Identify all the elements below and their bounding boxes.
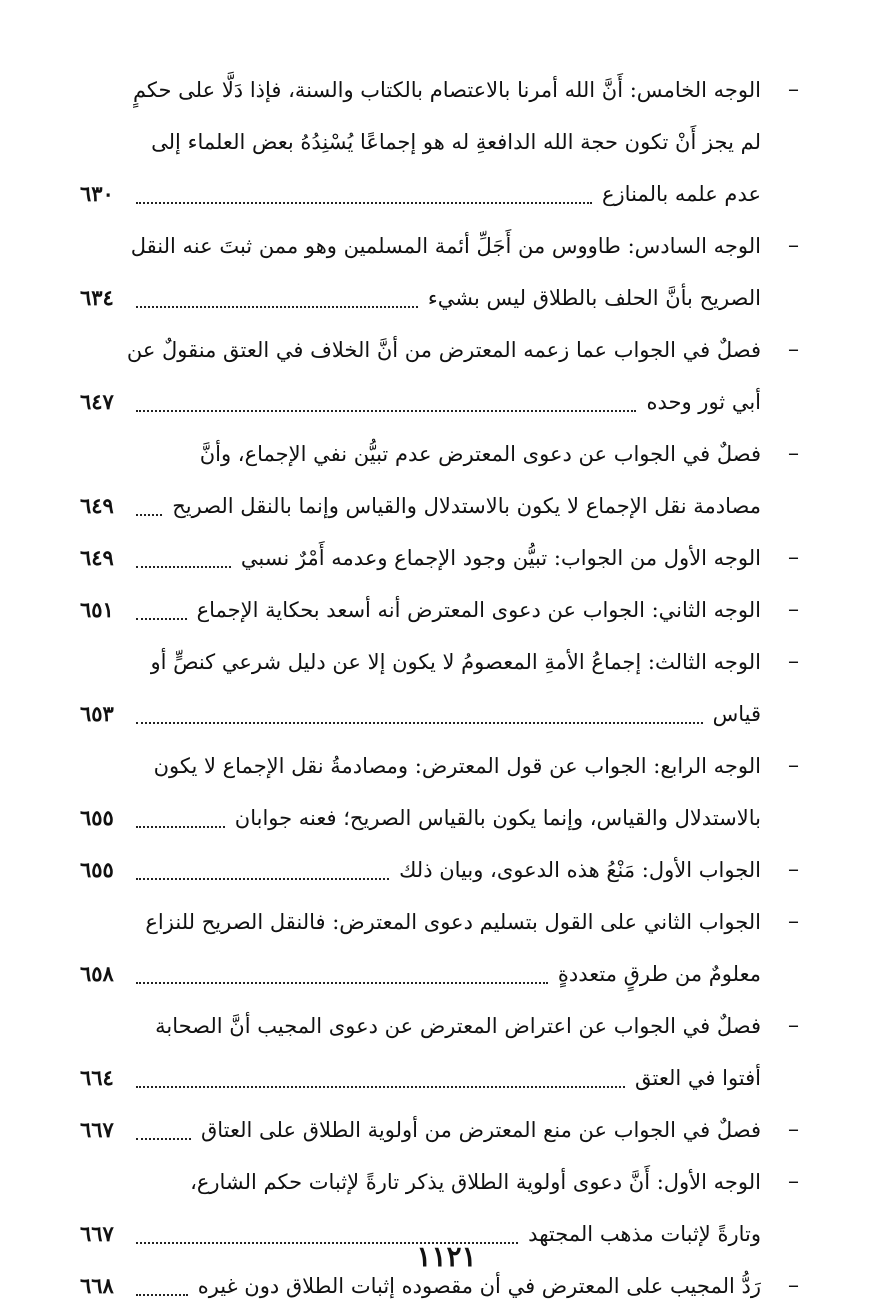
entry-line: [80, 376, 761, 428]
toc-entry: [80, 64, 813, 220]
entry-line: [80, 584, 761, 636]
entry-line: [80, 792, 761, 844]
entry-line: [80, 220, 761, 272]
entry-title-line: الوجه الأول: أَنَّ دعوى أولوية الطلاق يذكر تارةً لإثبات حكم الشارع،: [190, 1170, 761, 1194]
entry-dash: –: [788, 857, 799, 882]
entry-line: [80, 844, 761, 896]
entry-line: [80, 636, 761, 688]
entry-dash: –: [788, 1117, 799, 1142]
leader-dots: [136, 982, 548, 984]
entry-title-line: فصلٌ في الجواب عن منع المعترض من أولوية الطلاق على العتاق: [200, 1118, 761, 1142]
page-number: ١١٢١: [416, 1240, 477, 1273]
toc-page: [80, 64, 813, 1298]
entry-page-number: ٦٥٨: [80, 961, 114, 986]
entry-page-number: ٦٥٣: [80, 701, 114, 726]
entry-title-line: قياس: [712, 702, 761, 726]
toc-entry: [80, 324, 813, 428]
entry-line: [80, 480, 761, 532]
entry-title-line: فصلٌ في الجواب عما زعمه المعترض من أنَّ الخلاف في العتق منقولٌ عن: [126, 338, 761, 362]
entry-page-number: ٦٦٨: [80, 1273, 114, 1298]
toc-entry: [80, 636, 813, 740]
leader-dots: [136, 1138, 191, 1140]
entry-title-line: مصادمة نقل الإجماع لا يكون بالاستدلال والقياس وإنما بالنقل الصريح: [172, 494, 761, 518]
toc-entry: [80, 584, 813, 636]
leader-dots: [136, 410, 636, 412]
entry-line: [80, 1104, 761, 1156]
toc-entry: [80, 428, 813, 532]
entry-page-number: ٦٣٤: [80, 285, 114, 310]
entry-dash: –: [788, 1169, 799, 1194]
entry-title-line: لم يجز أَنْ تكون حجة الله الدافعةِ له هو إجماعًا يُسْنِدُهُ بعض العلماء إلى: [151, 130, 761, 154]
leader-dots: [136, 202, 592, 204]
entry-line: [80, 168, 761, 220]
entry-title-line: الوجه الثالث: إجماعُ الأمةِ المعصومُ لا يكون إلا عن دليل شرعي كنصٍّ أو: [150, 650, 761, 674]
entry-dash: –: [788, 909, 799, 934]
leader-dots: [136, 878, 389, 880]
entry-line: [80, 1052, 761, 1104]
entry-page-number: ٦٤٩: [80, 545, 114, 570]
entry-title-line: الوجه الأول من الجواب: تبيُّن وجود الإجماع وعدمه أَمْرٌ نسبي: [240, 546, 761, 570]
entry-page-number: ٦٥٥: [80, 857, 114, 882]
entry-line: [80, 896, 761, 948]
entry-dash: –: [788, 545, 799, 570]
entry-line: [80, 1000, 761, 1052]
entry-line: [80, 532, 761, 584]
entry-title-line: رَدُّ المجيب على المعترض في أن مقصوده إثبات الطلاق دون غيره: [197, 1274, 761, 1298]
leader-dots: [136, 1294, 188, 1296]
toc-entry: [80, 844, 813, 896]
entry-dash: –: [788, 337, 799, 362]
entry-line: [80, 1156, 761, 1208]
entry-dash: –: [788, 597, 799, 622]
entry-dash: –: [788, 649, 799, 674]
entry-page-number: ٦٦٧: [80, 1117, 114, 1142]
entry-page-number: ٦٤٩: [80, 493, 114, 518]
entry-title-line: معلومٌ من طرقٍ متعددةٍ: [557, 962, 761, 986]
entry-line: [80, 64, 761, 116]
entry-page-number: ٦٦٤: [80, 1065, 114, 1090]
toc-list: [80, 64, 813, 1312]
toc-entry: [80, 220, 813, 324]
entry-title-line: الوجه السادس: طاووس من أَجَلِّ أئمة المسلمين وهو ممن ثبتَ عنه النقل: [130, 234, 761, 258]
entry-dash: –: [788, 753, 799, 778]
leader-dots: [136, 722, 703, 724]
entry-title-line: الوجه الثاني: الجواب عن دعوى المعترض أنه أسعد بحكاية الإجماع: [196, 598, 761, 622]
entry-line: [80, 740, 761, 792]
toc-entry: [80, 1000, 813, 1104]
entry-title-line: الجواب الثاني على القول بتسليم دعوى المعترض: فالنقل الصريح للنزاع: [145, 910, 761, 934]
entry-title-line: عدم علمه بالمنازع: [602, 182, 761, 206]
leader-dots: [136, 514, 162, 516]
entry-page-number: ٦٦٧: [80, 1221, 114, 1246]
entry-title-line: الوجه الخامس: أَنَّ الله أمرنا بالاعتصام بالكتاب والسنة، فإذا دَلَّا على حكمٍ: [132, 78, 761, 102]
entry-dash: –: [788, 1273, 799, 1298]
entry-title-line: أفتوا في العتق: [635, 1066, 761, 1090]
entry-page-number: ٦٥١: [80, 597, 114, 622]
entry-line: [80, 428, 761, 480]
entry-title-line: وتارةً لإثبات مذهب المجتهد: [528, 1222, 761, 1246]
toc-entry: [80, 1104, 813, 1156]
entry-line: [80, 116, 761, 168]
entry-line: [80, 272, 761, 324]
toc-entry: [80, 896, 813, 1000]
entry-dash: –: [788, 77, 799, 102]
toc-entry: [80, 532, 813, 584]
entry-title-line: الوجه الرابع: الجواب عن قول المعترض: ومصادمةُ نقل الإجماع لا يكون: [153, 754, 761, 778]
leader-dots: [136, 566, 231, 568]
entry-line: [80, 324, 761, 376]
entry-title-line: الصريح بأنَّ الحلف بالطلاق ليس بشيء: [427, 286, 761, 310]
entry-dash: –: [788, 1013, 799, 1038]
leader-dots: [136, 618, 187, 620]
entry-title-line: أبي ثور وحده: [646, 390, 761, 414]
leader-dots: [136, 826, 225, 828]
entry-page-number: ٦٣٠: [80, 181, 114, 206]
leader-dots: [136, 306, 418, 308]
entry-page-number: ٦٤٧: [80, 389, 114, 414]
entry-page-number: ٦٥٥: [80, 805, 114, 830]
toc-entry: [80, 740, 813, 844]
entry-title-line: فصلٌ في الجواب عن اعتراض المعترض عن دعوى المجيب أنَّ الصحابة: [155, 1014, 761, 1038]
entry-line: [80, 948, 761, 1000]
entry-title-line: الجواب الأول: مَنْعُ هذه الدعوى، وبيان ذلك: [399, 858, 761, 882]
leader-dots: [136, 1086, 625, 1088]
entry-title-line: فصلٌ في الجواب عن دعوى المعترض عدم تبيُّن نفي الإجماع، وأنَّ: [199, 442, 761, 466]
entry-dash: –: [788, 441, 799, 466]
entry-line: [80, 688, 761, 740]
entry-title-line: بالاستدلال والقياس، وإنما يكون بالقياس الصريح؛ فعنه جوابان: [234, 806, 761, 830]
entry-dash: –: [788, 233, 799, 258]
